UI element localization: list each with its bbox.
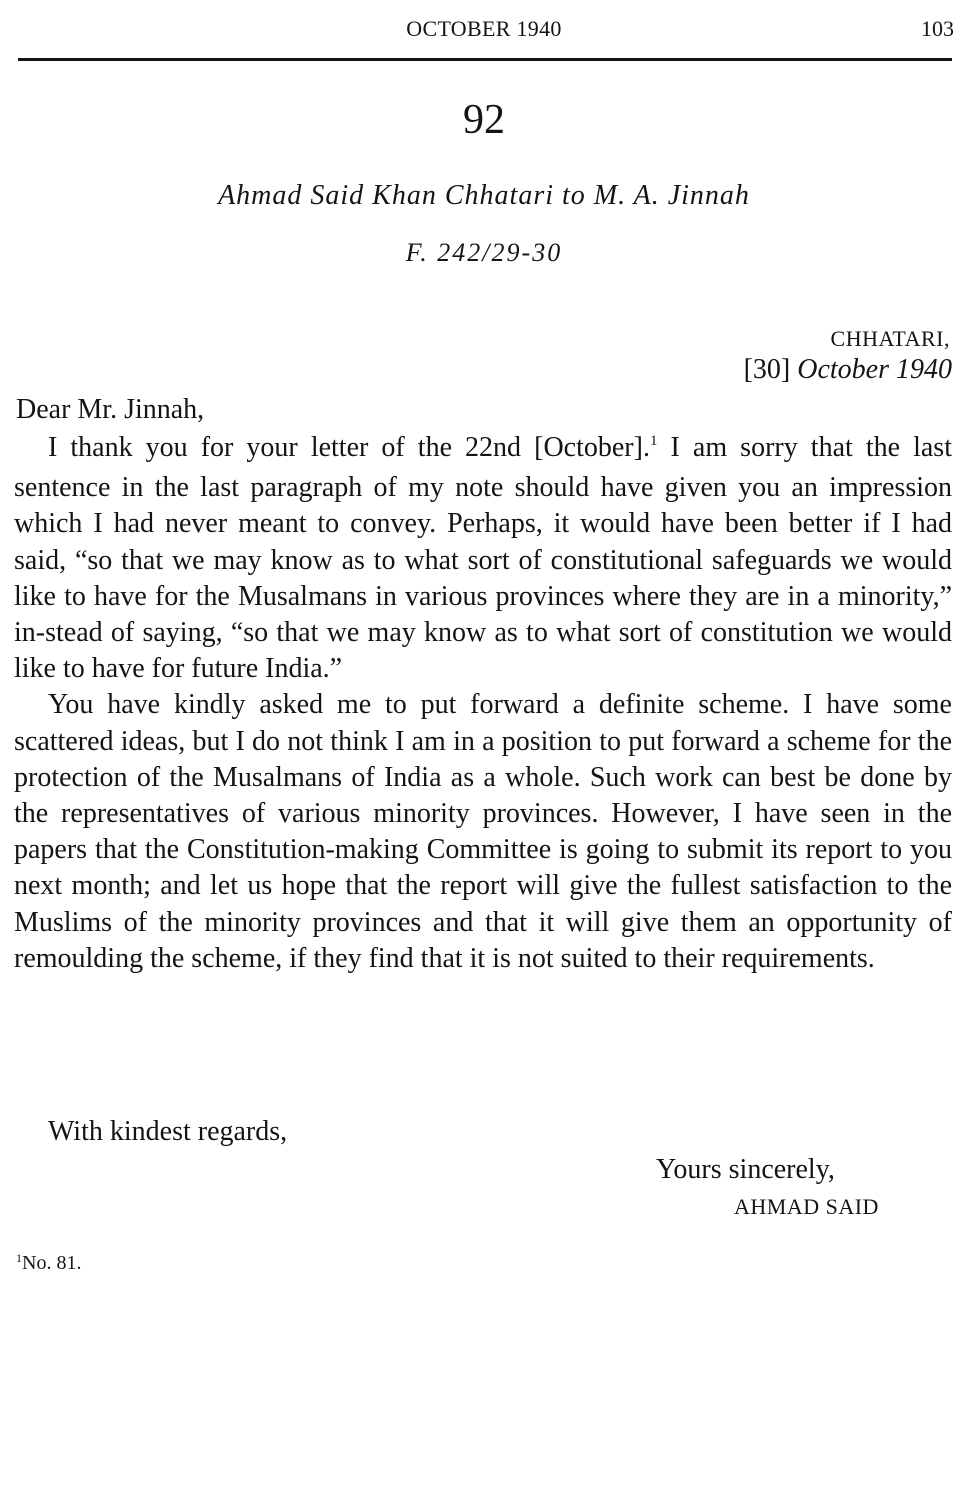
footnote-marker: 1 — [649, 433, 658, 449]
file-reference: F. 242/29-30 — [405, 238, 563, 267]
salutation: Dear Mr. Jinnah, — [16, 394, 205, 425]
date-bracket: [30] — [743, 354, 791, 385]
signature: AHMAD SAID — [734, 1194, 879, 1219]
valediction: Yours sincerely, — [656, 1154, 835, 1185]
running-title: OCTOBER 1940 — [406, 16, 562, 41]
paragraph-text: I am sorry that the last sentence in the last paragraph of my note should have given you an impression which I had never meant to convey. Perhaps, it would have been better if I had said, “so that we may know as to what sort of constitutional safeguards we would like to have for the Musalmans in various provinces where they are in a minority,” in-stead of saying, “so that we may know as to what sort of constitution we would like to have for future India.” — [14, 432, 952, 685]
footnote-number: 1 — [16, 1251, 22, 1265]
document-title: Ahmad Said Khan Chhatari to M. A. Jinnah — [218, 180, 750, 211]
paragraph-text: I thank you for your letter of the 22nd [October]. — [48, 432, 650, 463]
date-text: October 1940 — [797, 354, 952, 385]
header-rule — [18, 58, 952, 61]
letter-place: CHHATARI, — [830, 326, 950, 351]
footnote — [16, 1252, 81, 1275]
closing: With kindest regards, — [48, 1116, 288, 1147]
footnote-text: No. 81. — [22, 1252, 82, 1274]
letter-paragraph: You have kindly asked me to put forward a definite scheme. I have some scattered ideas, but I do not think I am in a position to put forward a scheme for the protection of the Musalmans of India as a whole. Such work can best be done by the representatives of various minority provinces. However, I have seen in the papers that the Constitution-making Committee is going to submit its report to you next month; and let us hope that the report will give the fullest satisfaction to the Muslims of the minority provinces and that it will give them an opportunity of remoulding the scheme, if they find that it is not suited to their requirements. — [14, 689, 952, 974]
letter-body — [14, 430, 952, 977]
document-number: 92 — [463, 97, 505, 143]
letter-paragraph — [14, 430, 952, 687]
letter-date — [744, 354, 952, 386]
page-number: 103 — [921, 16, 954, 41]
running-header — [0, 16, 968, 46]
